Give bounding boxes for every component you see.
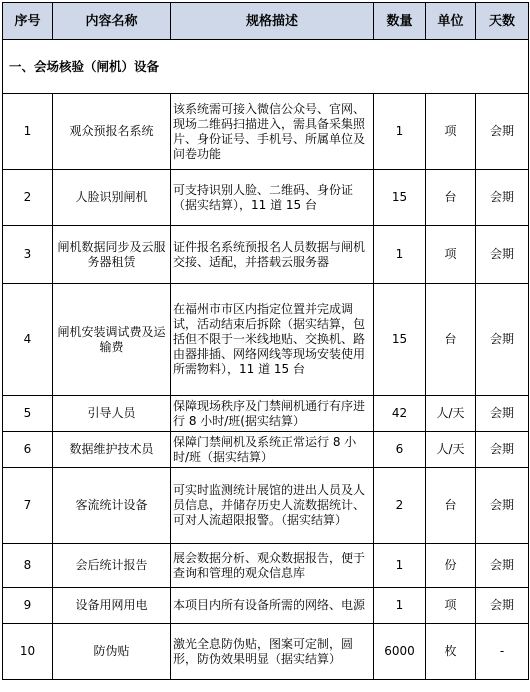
row-unit: 枚	[426, 624, 476, 680]
row-spec: 该系统需可接入微信公众号、官网、现场二维码扫描进入，需具备采集照片、身份证号、手机号、所属单位及问卷功能	[171, 94, 374, 170]
row-unit: 台	[426, 468, 476, 544]
row-spec: 可实时监测统计展馆的进出人员及人员信息，并储存历史人流数据统计、可对人流超限报警。（据实结算）	[171, 468, 374, 544]
header-qty: 数量	[374, 3, 426, 40]
section-title: 一、会场核验（闸机）设备	[3, 40, 529, 94]
section-row	[3, 40, 529, 94]
row-unit: 项	[426, 226, 476, 284]
row-name: 引导人员	[53, 396, 171, 432]
row-days: 会期	[476, 544, 529, 588]
table-row	[3, 432, 529, 468]
row-days: 会期	[476, 170, 529, 226]
table-row	[3, 468, 529, 544]
row-qty: 2	[374, 468, 426, 544]
row-spec: 在福州市市区内指定位置并完成调试，活动结束后拆除（据实结算，包括但不限于一米线地贴、交换机、路由器排插、网络网线等现场安装使用所需物料），11 道 15 台	[171, 284, 374, 396]
row-name: 观众预报名系统	[53, 94, 171, 170]
row-unit: 项	[426, 588, 476, 624]
header-spec: 规格描述	[171, 3, 374, 40]
row-days: -	[476, 624, 529, 680]
row-qty: 15	[374, 170, 426, 226]
row-no: 10	[3, 624, 53, 680]
table-row	[3, 284, 529, 396]
row-qty: 42	[374, 396, 426, 432]
row-spec: 保障门禁闸机及系统正常运行 8 小时/班（据实结算）	[171, 432, 374, 468]
row-name: 设备用网用电	[53, 588, 171, 624]
row-unit: 人/天	[426, 396, 476, 432]
row-days: 会期	[476, 226, 529, 284]
row-days: 会期	[476, 284, 529, 396]
row-spec: 展会数据分析、观众数据报告，便于查询和管理的观众信息库	[171, 544, 374, 588]
table-row	[3, 396, 529, 432]
row-qty: 6000	[374, 624, 426, 680]
row-qty: 15	[374, 284, 426, 396]
row-no: 1	[3, 94, 53, 170]
row-name: 闸机安装调试费及运输费	[53, 284, 171, 396]
row-spec: 保障现场秩序及门禁闸机通行有序进行 8 小时/班(据实结算）	[171, 396, 374, 432]
row-no: 6	[3, 432, 53, 468]
row-qty: 1	[374, 94, 426, 170]
row-qty: 1	[374, 544, 426, 588]
row-name: 闸机数据同步及云服务器租赁	[53, 226, 171, 284]
table-row	[3, 544, 529, 588]
table-header-row	[3, 3, 529, 40]
header-no: 序号	[3, 3, 53, 40]
row-days: 会期	[476, 396, 529, 432]
row-spec: 可支持识别人脸、二维码、身份证（据实结算），11 道 15 台	[171, 170, 374, 226]
row-days: 会期	[476, 468, 529, 544]
row-unit: 台	[426, 284, 476, 396]
row-unit: 项	[426, 94, 476, 170]
row-no: 2	[3, 170, 53, 226]
row-unit: 人/天	[426, 432, 476, 468]
header-days: 天数	[476, 3, 529, 40]
row-no: 9	[3, 588, 53, 624]
row-qty: 6	[374, 432, 426, 468]
row-name: 防伪贴	[53, 624, 171, 680]
row-spec: 本项目内所有设备所需的网络、电源	[171, 588, 374, 624]
table-row	[3, 226, 529, 284]
table-row	[3, 588, 529, 624]
row-days: 会期	[476, 432, 529, 468]
row-no: 7	[3, 468, 53, 544]
row-name: 客流统计设备	[53, 468, 171, 544]
row-name: 人脸识别闸机	[53, 170, 171, 226]
row-no: 8	[3, 544, 53, 588]
row-days: 会期	[476, 588, 529, 624]
row-no: 5	[3, 396, 53, 432]
table-row	[3, 624, 529, 680]
row-spec: 证件报名系统预报名人员数据与闸机交接、适配，并搭载云服务器	[171, 226, 374, 284]
row-no: 4	[3, 284, 53, 396]
header-name: 内容名称	[53, 3, 171, 40]
row-days: 会期	[476, 94, 529, 170]
row-name: 会后统计报告	[53, 544, 171, 588]
row-unit: 台	[426, 170, 476, 226]
row-qty: 1	[374, 226, 426, 284]
header-unit: 单位	[426, 3, 476, 40]
table-row	[3, 170, 529, 226]
spec-table	[2, 2, 529, 680]
row-name: 数据维护技术员	[53, 432, 171, 468]
row-unit: 份	[426, 544, 476, 588]
table-row	[3, 94, 529, 170]
row-spec: 激光全息防伪贴，图案可定制，圆形，防伪效果明显（据实结算）	[171, 624, 374, 680]
row-qty: 1	[374, 588, 426, 624]
row-no: 3	[3, 226, 53, 284]
